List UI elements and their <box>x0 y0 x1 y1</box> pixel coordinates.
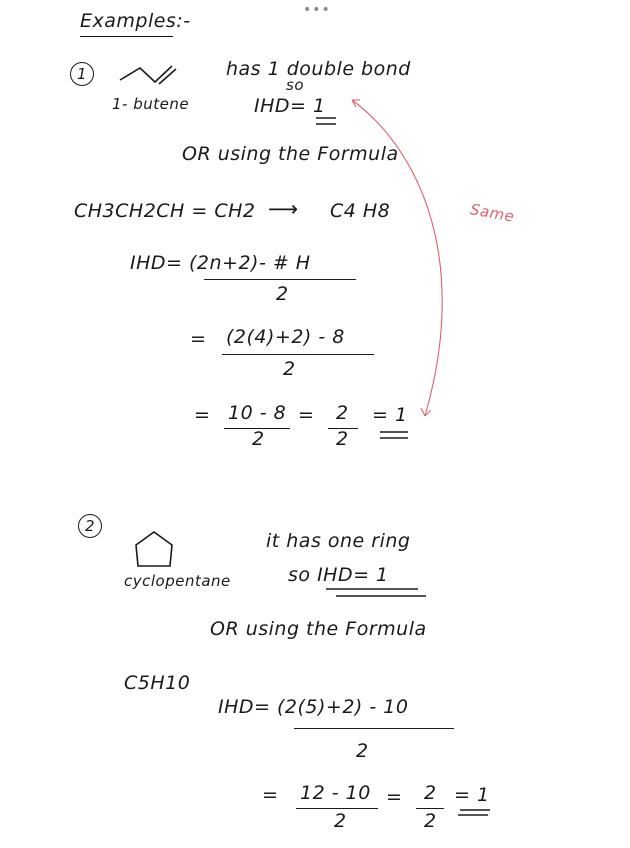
ihd-formula-denominator: 2 <box>276 283 289 305</box>
example2-step-numerator: 12 - 10 <box>300 782 371 804</box>
step1-fraction-line <box>222 354 374 355</box>
step1-equals: = <box>190 328 207 350</box>
ihd-formula-fraction-line <box>204 279 356 280</box>
example2-step-fraction-numerator: 2 <box>424 782 437 804</box>
example1-note-line1: has 1 double bond <box>226 58 411 80</box>
example2-or-formula: OR using the Formula <box>210 618 427 640</box>
example2-ihd-numerator: IHD= (2(5)+2) - 10 <box>218 696 409 718</box>
step2-fraction-numerator: 2 <box>336 402 349 424</box>
heading-underline <box>80 36 173 37</box>
step2-fraction-denominator: 2 <box>336 428 349 450</box>
example2-ihd-fraction-line <box>294 728 454 729</box>
heading: Examples:- <box>80 10 191 32</box>
example1-or-formula: OR using the Formula <box>182 143 399 165</box>
step1-numerator: (2(4)+2) - 8 <box>226 326 345 348</box>
example1-formula: C4 H8 <box>330 200 391 222</box>
reaction-arrow-icon: ⟶ <box>268 197 299 221</box>
example1-note-line2: so <box>286 76 304 94</box>
example2-molecule-label: cyclopentane <box>124 572 231 590</box>
step2-denominator: 2 <box>252 428 265 450</box>
example1-structure: CH3CH2CH = CH2 <box>74 200 256 222</box>
example2-step-fraction2-line <box>416 808 444 809</box>
example2-step-equals2: = <box>386 786 403 808</box>
example2-formula: C5H10 <box>124 672 191 694</box>
example2-step-equals: = <box>262 784 279 806</box>
same-annotation: Same <box>468 200 516 226</box>
step2-equals: = <box>194 404 211 426</box>
example2-step-fraction-denominator: 2 <box>424 810 437 832</box>
step2-equals2: = <box>298 404 315 426</box>
example2-ihd-denominator: 2 <box>356 740 369 762</box>
step1-denominator: 2 <box>283 358 296 380</box>
example1-molecule-label: 1- butene <box>112 95 190 113</box>
example2-step-result: = 1 <box>454 784 490 806</box>
cyclopentane-structure-icon <box>136 532 172 566</box>
example2-note-line1: it has one ring <box>266 530 411 552</box>
example2-step-fraction-line <box>296 808 378 809</box>
example2-number: 2 <box>78 514 102 538</box>
ihd-formula-numerator: IHD= (2n+2)- # H <box>130 252 311 274</box>
example2-note-line2: so IHD= 1 <box>288 564 389 586</box>
more-dots-icon[interactable]: ••• <box>303 2 331 18</box>
step2-numerator: 10 - 8 <box>228 402 287 424</box>
butene-structure-icon <box>120 66 176 84</box>
example1-ihd-result: IHD= 1 <box>254 95 326 117</box>
example1-number: 1 <box>70 62 94 86</box>
step2-result: = 1 <box>372 404 408 426</box>
example2-step-denominator: 2 <box>334 810 347 832</box>
